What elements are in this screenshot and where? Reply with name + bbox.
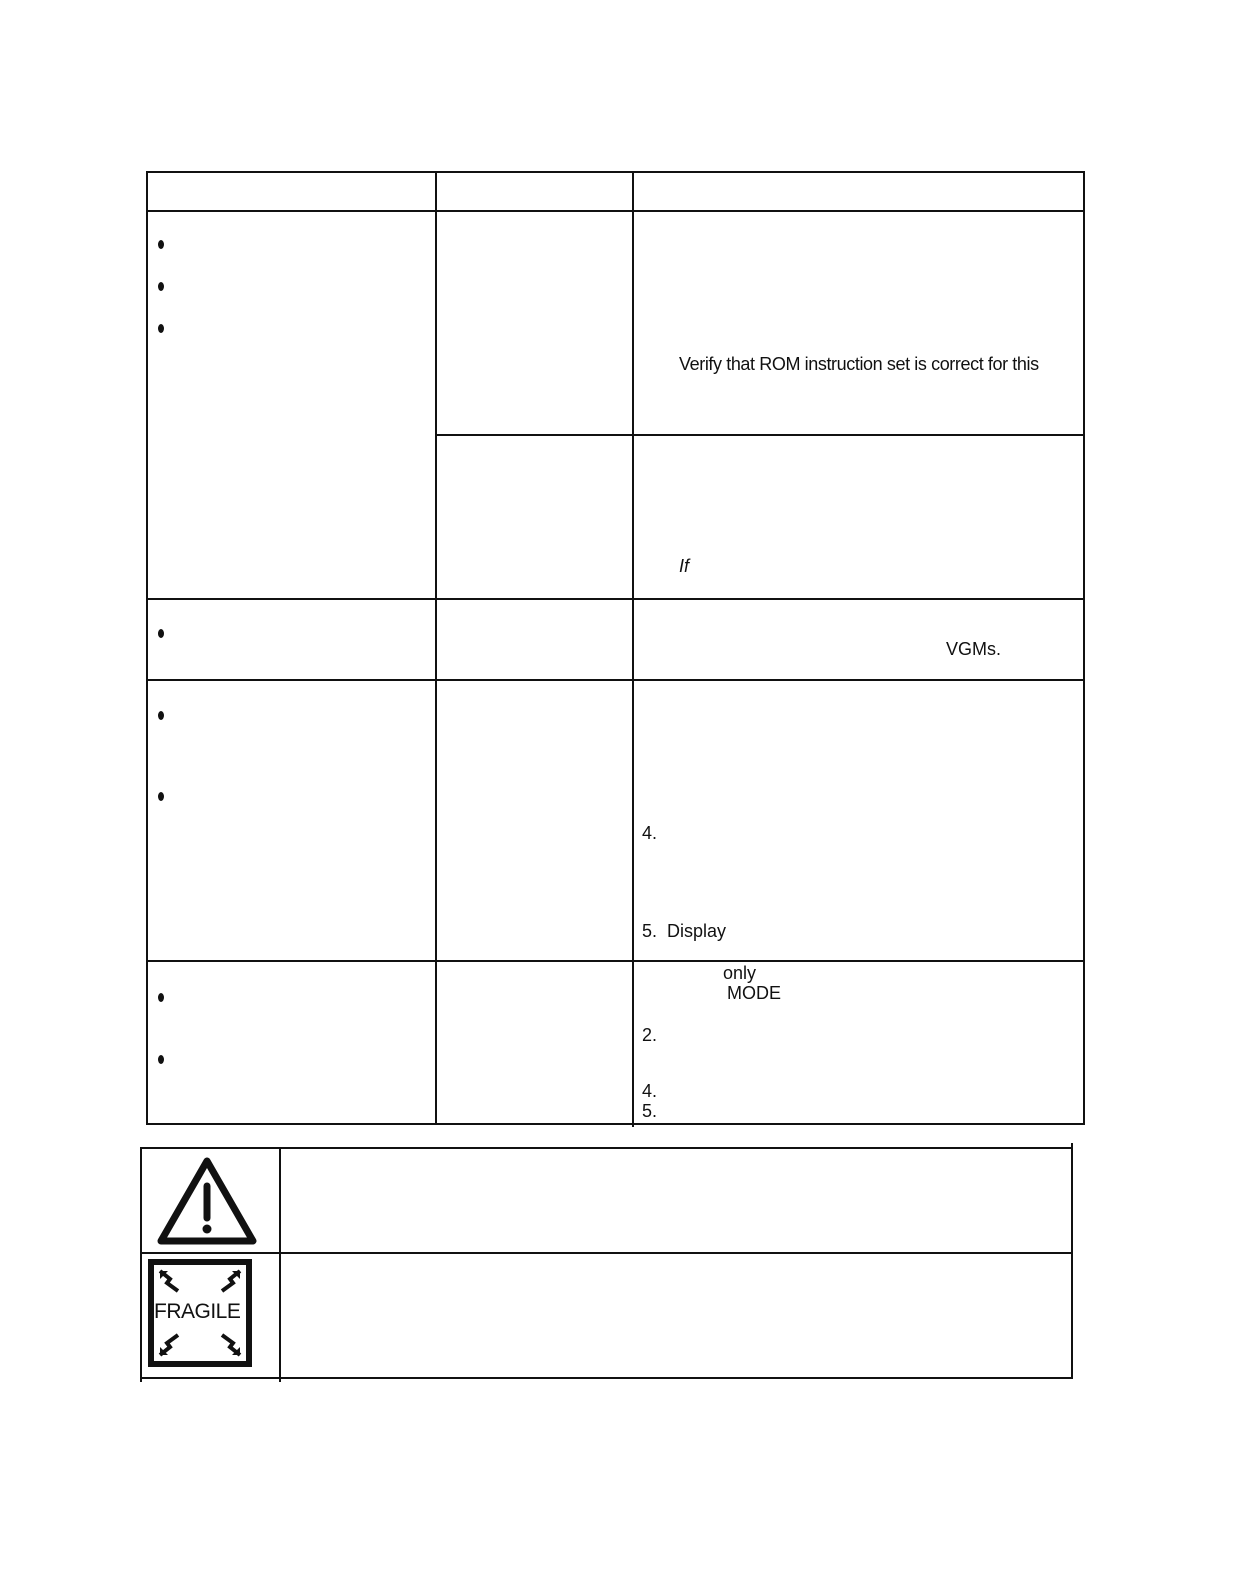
table-rule-row1-bottom [146, 598, 1085, 600]
step-5-number: 5. [642, 921, 658, 941]
step-4-number: 4. [642, 1081, 658, 1101]
if-text: If [679, 556, 690, 576]
vgms-text: VGMs. [946, 639, 1002, 659]
caution-triangle-icon [156, 1156, 258, 1246]
bullet-marker [158, 711, 164, 720]
only-text: only [723, 963, 757, 983]
bullet-marker [158, 240, 164, 249]
bullet-marker [158, 1055, 164, 1064]
table-rule-top [146, 171, 1085, 173]
bullet-marker [158, 792, 164, 801]
fragile-label: FRAGILE [154, 1300, 241, 1323]
table-rule-col1 [435, 171, 437, 1125]
display-text: Display [667, 921, 727, 941]
bullet-marker [158, 324, 164, 333]
step-5-number: 5. [642, 1101, 658, 1121]
notices-rule-right [1071, 1143, 1073, 1379]
table-rule-left [146, 171, 148, 1125]
verify-rom-instruction-text: Verify that ROM instruction set is correct for this [679, 354, 1039, 374]
step-4-number: 4. [642, 823, 658, 843]
table-rule-col2 [632, 171, 634, 1127]
mode-text: MODE [727, 983, 781, 1003]
bullet-marker [158, 993, 164, 1002]
notices-rule-divider [279, 1147, 281, 1382]
table-rule-bottom [146, 1123, 1085, 1125]
table-rule-row2-bottom [146, 679, 1085, 681]
table-rule-row1-split [436, 434, 1085, 436]
notices-rule-left [140, 1147, 142, 1382]
table-rule-right [1083, 171, 1085, 1125]
table-rule-row3-bottom [146, 960, 1085, 962]
bullet-marker [158, 629, 164, 638]
table-rule-header-bottom [146, 210, 1085, 212]
bullet-marker [158, 282, 164, 291]
step-2-number: 2. [642, 1025, 658, 1045]
